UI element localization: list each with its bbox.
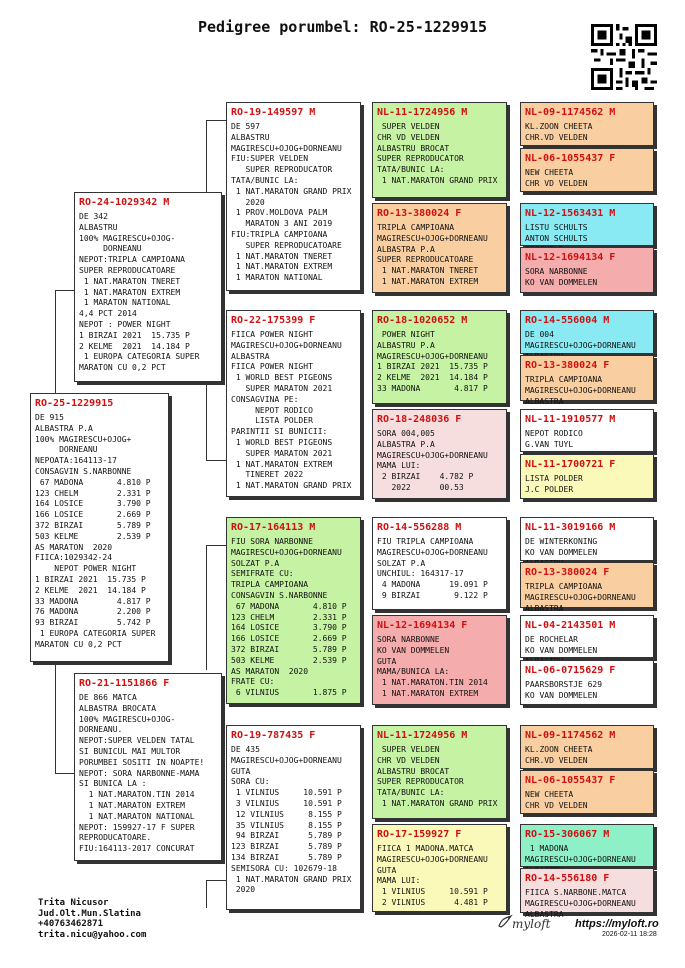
- card-details: DE 597 ALBASTRU MAGIRESCU+OJOG+DORNEANU FIU:SUPER VELDEN SUPER REPRODUCATOR TATA/BUNIC LA: 1 NAT.MARATON GRAND PRIX 2020 1 PROV.MOLDOVA PALM MARATON 3 ANI 2019 FIU:TRIPLA CAMPIOANA SUPER REPRODUCATOARE 1 NAT.MARATON TNERET 1 NAT.MARATON EXTREM 1 MARATON NATIONAL: [231, 122, 352, 283]
- card-details: SUPER VELDEN CHR VD VELDEN ALBASTRU BROCAT SUPER REPRODUCATOR TATA/BUNIC LA: 1 NAT.MARATON GRAND PRIX: [377, 122, 498, 185]
- ring-number: RO-15-306067 M: [525, 829, 610, 840]
- pedigree-card-gen5[interactable]: [520, 868, 654, 919]
- pedigree-card-sire[interactable]: [74, 192, 222, 382]
- card-details: TRIPLA CAMPIOANA MAGIRESCU+OJOG+DORNEANU ALBASTRA: [525, 375, 636, 406]
- pedigree-card-gen4[interactable]: [372, 615, 507, 705]
- connector-line: [206, 120, 207, 192]
- ring-number: RO-13-380024 F: [525, 567, 610, 578]
- card-details: DE 342 ALBASTRU 100% MAGIRESCU+OJOG- DORNEANU NEPOT:TRIPLA CAMPIOANA SUPER REPRODUCATOARE 1 NAT.MARATON TNERET 1 NAT.MARATON EXTREM 1 MARATON NATIONAL 4,4 PCT 2014 NEPOT : POWER NIGHT 1 BIRZAI 2021 15.735 P 2 KELME 2021 14.184 P 1 EUROPA CATEGORIA SUPER MARATON CU 0,2 PCT: [79, 212, 200, 373]
- card-details: NEW CHEETA CHR VD VELDEN: [525, 790, 588, 810]
- card-details: LISTA POLDER J.C POLDER: [525, 474, 583, 494]
- pedigree-card-gen5[interactable]: [520, 725, 654, 769]
- card-details: DE 435 MAGIRESCU+OJOG+DORNEANU GUTA SORA CU: 1 VILNIUS 10.591 P 3 VILNIUS 10.591 P 12 VILNIUS 8.155 P 35 VILNIUS 8.155 P 94 BIRZAI 5.789 P 123 BIRZAI 5.789 P 134 BIRZAI 5.789 P SEMISORA CU: 102679-18 1 NAT.MARATON GRAND PRIX 2020: [231, 745, 352, 895]
- pedigree-card-gen5[interactable]: [520, 355, 654, 406]
- page-title: Pedigree porumbel: RO-25-1229915: [198, 18, 487, 36]
- pedigree-card-gen4[interactable]: [372, 824, 507, 912]
- ring-number: RO-25-1229915: [35, 398, 114, 409]
- pedigree-card-gen4[interactable]: [372, 310, 507, 404]
- owner-phone: +40763462871: [38, 919, 104, 929]
- pedigree-card-gen5[interactable]: [520, 562, 654, 613]
- card-details: FIICA S.NARBONE.MATCA MAGIRESCU+OJOG+DORNEANU ALBASTRA: [525, 888, 636, 919]
- ring-number: RO-14-556288 M: [377, 522, 462, 533]
- ring-number: NL-06-1055437 F: [525, 775, 616, 786]
- ring-number: RO-24-1029342 M: [79, 197, 170, 208]
- card-details: DE ROCHELAR KO VAN DOMMELEN: [525, 635, 598, 655]
- ring-number: RO-14-556004 M: [525, 315, 610, 326]
- card-details: FIU TRIPLA CAMPIOANA MAGIRESCU+OJOG+DORNEANU SOLZAT P.A UNCHIUL: 164317-17 4 MADONA 19.091 P 9 BIRZAI 9.122 P: [377, 537, 488, 600]
- owner-location: Jud.Olt.Mun.Slatina: [38, 908, 141, 919]
- ring-number: NL-06-0715629 F: [525, 665, 616, 676]
- ring-number: NL-09-1174562 M: [525, 107, 616, 118]
- card-details: FIICA 1 MADONA.MATCA MAGIRESCU+OJOG+DORNEANU GUTA MAMA LUI: 1 VILNIUS 10.591 P 2 VILNIUS 4.481 P: [377, 844, 488, 907]
- ring-number: NL-12-1694134 F: [377, 620, 468, 631]
- pedigree-card-gen5[interactable]: [520, 247, 654, 293]
- pedigree-card-grandsire-maternal[interactable]: [226, 517, 361, 704]
- connector-line: [206, 380, 207, 460]
- pedigree-card-granddam-maternal[interactable]: [226, 725, 361, 910]
- card-details: PAARSBORSTJE 629 KO VAN DOMMELEN: [525, 680, 603, 700]
- card-details: DE 866 MATCA ALBASTRA BROCATA 100% MAGIRESCU+OJOG- DORNEANU. NEPOT:SUPER VELDEN TATAL SI BUNICUL MAI MULTOR PORUMBEI SOSITI IN NOAPTE! NEPOT: SORA NARBONNE-MAMA SI BUNICA LA : 1 NAT.MARATON.TIN 2014 1 NAT.MARATON EXTREM 1 NAT.MARATON NATIONAL NEPOT: 159927-17 F SUPER REPRODUCATOARE. FIU:164113-2017 CONCURAT: [79, 693, 205, 854]
- ring-number: NL-11-1724956 M: [377, 107, 468, 118]
- pedigree-card-gen4[interactable]: [372, 102, 507, 198]
- pedigree-card-gen5[interactable]: [520, 102, 654, 146]
- card-details: LISTU SCHULTS ANTON SCHULTS: [525, 223, 588, 243]
- pedigree-card-gen5[interactable]: [520, 203, 654, 246]
- ring-number: NL-12-1694134 F: [525, 252, 616, 263]
- card-details: SORA NARBONNE KO VAN DOMMELEN: [525, 267, 598, 287]
- connector-line: [55, 290, 56, 393]
- pedigree-card-gen5[interactable]: [520, 454, 654, 499]
- print-date: 2026-02-11 18:28: [602, 931, 657, 938]
- card-details: FIU SORA NARBONNE MAGIRESCU+OJOG+DORNEANU SOLZAT P.A SEMIFRATE CU: TRIPLA CAMPIOANA CONSAGVIN S.NARBONNE 67 MADONA 4.810 P 123 CHELM 2.331 P 164 LOSICE 3.790 P 166 LOSICE 2.669 P 372 BIRZAI 5.789 P 503 KELME 2.539 P AS MARATON 2020 FRATE CU: 6 VILNIUS 1.875 P: [231, 537, 347, 698]
- card-details: TRIPLA CAMPIOANA MAGIRESCU+OJOG+DORNEANU ALBASTRA P.A SUPER REPRODUCATOARE 1 NAT.MARATON TNERET 1 NAT.MARATON EXTREM: [377, 223, 488, 286]
- card-details: SORA 004,005 ALBASTRA P.A MAGIRESCU+OJOG+DORNEANU MAMA LUI: 2 BIRZAI 4.782 P 2022 00.53: [377, 429, 488, 492]
- pedigree-card-grandsire-paternal[interactable]: [226, 102, 361, 291]
- myloft-logo-icon: [497, 914, 513, 930]
- myloft-logo: myloft: [512, 917, 551, 931]
- pedigree-card-gen4[interactable]: [372, 725, 507, 819]
- ring-number: NL-11-1910577 M: [525, 414, 616, 425]
- pedigree-card-granddam-paternal[interactable]: [226, 310, 361, 497]
- connector-line: [206, 880, 207, 908]
- ring-number: NL-12-1563431 M: [525, 208, 616, 219]
- pedigree-card-gen5[interactable]: [520, 517, 654, 561]
- card-details: POWER NIGHT ALBASTRU P.A MAGIRESCU+OJOG+DORNEANU 1 BIRZAI 2021 15.735 P 2 KELME 2021 14.184 P 33 MADONA 4.817 P: [377, 330, 488, 393]
- connector-line: [206, 880, 226, 881]
- ring-number: RO-14-556180 F: [525, 873, 610, 884]
- pedigree-card-gen5[interactable]: [520, 824, 654, 867]
- card-details: FIICA POWER NIGHT MAGIRESCU+OJOG+DORNEANU ALBASTRA FIICA POWER NIGHT 1 WORLD BEST PIGEONS SUPER MARATON 2021 CONSAGVINA PE: NEPOT RODICO LISTA POLDER PARINTII SI BUNICII: 1 WORLD BEST PIGEONS SUPER MARATON 2021 1 NAT.MARATON EXTREM TINERET 2022 1 NAT.MARATON GRAND PRIX: [231, 330, 352, 491]
- pedigree-card-gen5[interactable]: [520, 409, 654, 452]
- ring-number: RO-17-159927 F: [377, 829, 462, 840]
- owner-info: [38, 898, 146, 940]
- ring-number: NL-06-1055437 F: [525, 153, 616, 164]
- connector-line: [206, 120, 226, 121]
- pedigree-card-gen5[interactable]: [520, 660, 654, 705]
- card-details: DE WINTERKONING KO VAN DOMMELEN: [525, 537, 598, 557]
- ring-number: RO-17-164113 M: [231, 522, 316, 533]
- ring-number: RO-21-1151866 F: [79, 678, 170, 689]
- ring-number: RO-13-380024 F: [525, 360, 610, 371]
- card-details: NEPOT RODICO G.VAN TUYL: [525, 429, 583, 449]
- ring-number: RO-18-248036 F: [377, 414, 462, 425]
- pedigree-card-gen4[interactable]: [372, 203, 507, 293]
- ring-number: NL-11-1700721 F: [525, 459, 616, 470]
- ring-number: RO-18-1020652 M: [377, 315, 468, 326]
- owner-name: Trita Nicusor: [38, 898, 109, 908]
- ring-number: RO-19-787435 F: [231, 730, 316, 741]
- ring-number: RO-13-380024 F: [377, 208, 462, 219]
- card-details: DE 915 ALBASTRA P.A 100% MAGIRESCU+OJOG+ DORNEANU NEPOATA:164113-17 CONSAGVIN S.NARBONNE 67 MADONA 4.810 P 123 CHELM 2.331 P 164 LOSICE 3.790 P 166 LOSICE 2.669 P 372 BIRZAI 5.789 P 503 KELME 2.539 P AS MARATON 2020 FIICA:1029342-24 NEPOT POWER NIGHT 1 BIRZAI 2021 15.735 P 2 KELME 2021 14.184 P 33 MADONA 4.817 P 76 MADONA 2.200 P 93 BIRZAI 5.742 P 1 EUROPA CATEGORIA SUPER MARATON CU 0,2 PCT: [35, 413, 156, 649]
- card-details: DE 004 MAGIRESCU+OJOG+DORNEANU: [525, 330, 636, 350]
- connector-line: [55, 662, 56, 773]
- connector-line: [206, 545, 207, 670]
- pedigree-card-gen5[interactable]: [520, 310, 654, 354]
- ring-number: NL-04-2143501 M: [525, 620, 616, 631]
- ring-number: NL-11-3019166 M: [525, 522, 616, 533]
- owner-email: trita.nicu@yahoo.com: [38, 929, 147, 940]
- card-details: SORA NARBONNE KO VAN DOMMELEN GUTA MAMA/BUNICA LA: 1 NAT.MARATON.TIN 2014 1 NAT.MARATON EXTREM: [377, 635, 488, 698]
- ring-number: NL-11-1724956 M: [377, 730, 468, 741]
- qr-code: [591, 24, 657, 90]
- connector-line: [55, 290, 74, 291]
- ring-number: NL-09-1174562 M: [525, 730, 616, 741]
- ring-number: RO-19-149597 M: [231, 107, 316, 118]
- site-url-link[interactable]: https://myloft.ro: [575, 918, 659, 930]
- pedigree-card-dam[interactable]: [74, 673, 222, 861]
- card-details: KL.ZOON CHEETA CHR.VD VELDEN: [525, 122, 593, 142]
- connector-line: [206, 460, 226, 461]
- pedigree-card-subject[interactable]: [30, 393, 169, 662]
- card-details: TRIPLA CAMPIOANA MAGIRESCU+OJOG+DORNEANU ALBASTRA: [525, 582, 636, 613]
- pedigree-card-gen4[interactable]: [372, 409, 507, 499]
- pedigree-card-gen5[interactable]: [520, 770, 654, 814]
- card-details: SUPER VELDEN CHR VD VELDEN ALBASTRU BROCAT SUPER REPRODUCATOR TATA/BUNIC LA: 1 NAT.MARATON GRAND PRIX: [377, 745, 498, 808]
- pedigree-card-gen4[interactable]: [372, 517, 507, 610]
- card-details: NEW CHEETA CHR VD VELDEN: [525, 168, 588, 188]
- ring-number: RO-22-175399 F: [231, 315, 316, 326]
- connector-line: [206, 545, 226, 546]
- connector-line: [55, 773, 74, 774]
- card-details: KL.ZOON CHEETA CHR.VD VELDEN: [525, 745, 593, 765]
- card-details: 1 MADONA MAGIRESCU+OJOG+DORNEANU: [525, 844, 636, 864]
- pedigree-card-gen5[interactable]: [520, 615, 654, 658]
- pedigree-card-gen5[interactable]: [520, 148, 654, 192]
